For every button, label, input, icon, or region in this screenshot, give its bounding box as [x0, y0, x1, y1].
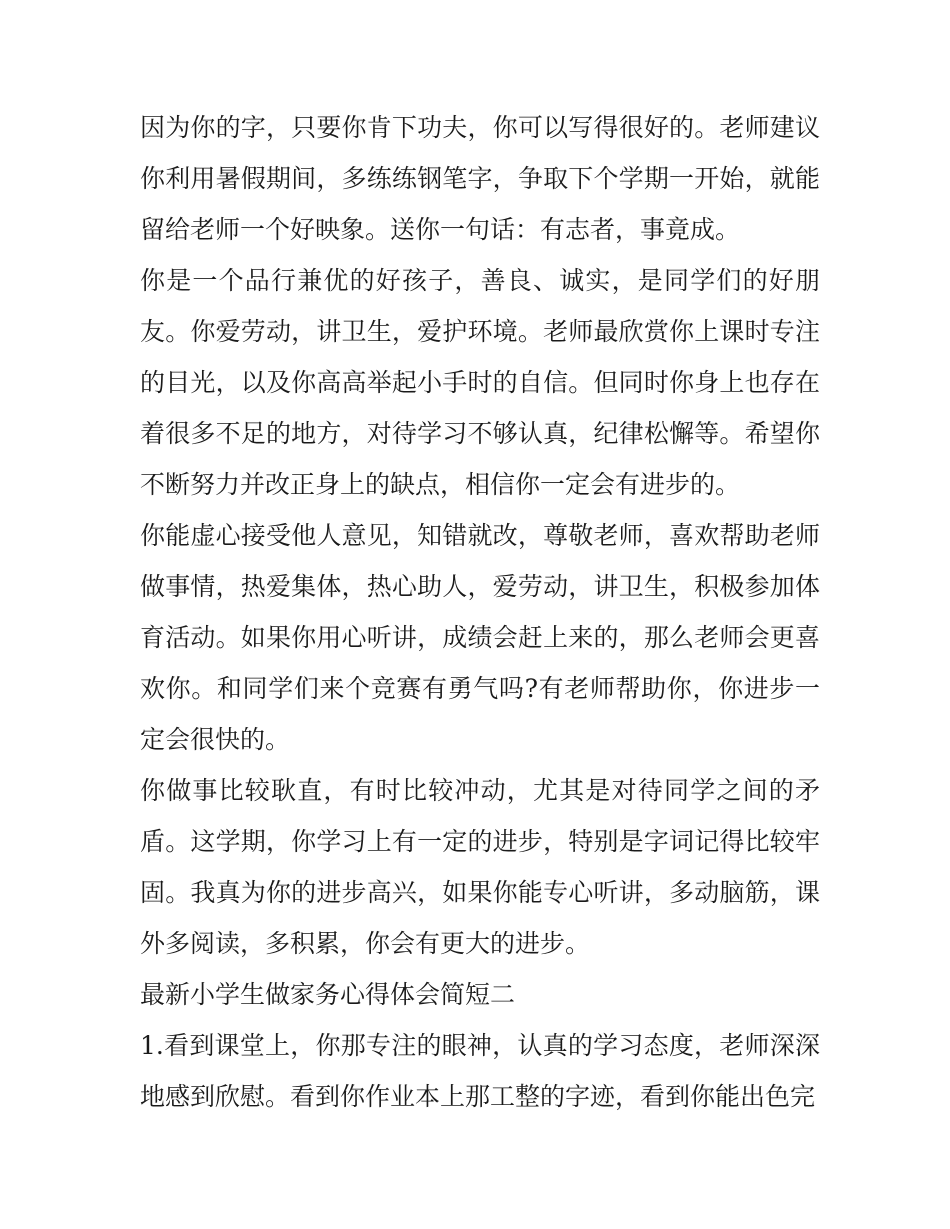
section-heading: 最新小学生做家务心得体会简短二 [140, 980, 516, 1009]
paragraph-3: 你能虚心接受他人意见，知错就改，尊敬老师，喜欢帮助老师做事情，热爱集体，热心助人，爱劳动，讲卫生，积极参加体育活动。如果你用心听讲，成绩会赶上来的，那么老师会更喜欢你。和同学们来个竞赛有勇气吗?有老师帮助你，你进步一定会很快的。 [140, 521, 820, 754]
paragraph-5: 1.看到课堂上，你那专注的眼神，认真的学习态度，老师深深地感到欣慰。看到你作业本上那工整的字迹，看到你能出色完 [140, 1031, 820, 1111]
document-body [140, 102, 820, 1122]
paragraph-2: 你是一个品行兼优的好孩子，善良、诚实，是同学们的好朋友。你爱劳动，讲卫生，爱护环境。老师最欣赏你上课时专注的目光，以及你高高举起小手时的自信。但同时你身上也存在着很多不足的地方，对待学习不够认真，纪律松懈等。希望你不断努力并改正身上的缺点，相信你一定会有进步的。 [140, 266, 820, 499]
paragraph-4: 你做事比较耿直，有时比较冲动，尤其是对待同学之间的矛盾。这学期，你学习上有一定的进步，特别是字词记得比较牢固。我真为你的进步高兴，如果你能专心听讲，多动脑筋，课外多阅读，多积累，你会有更大的进步。 [140, 776, 820, 958]
paragraph-1: 因为你的字，只要你肯下功夫，你可以写得很好的。老师建议你利用暑假期间，多练练钢笔字，争取下个学期一开始，就能留给老师一个好映象。送你一句话：有志者，事竟成。 [140, 113, 820, 244]
